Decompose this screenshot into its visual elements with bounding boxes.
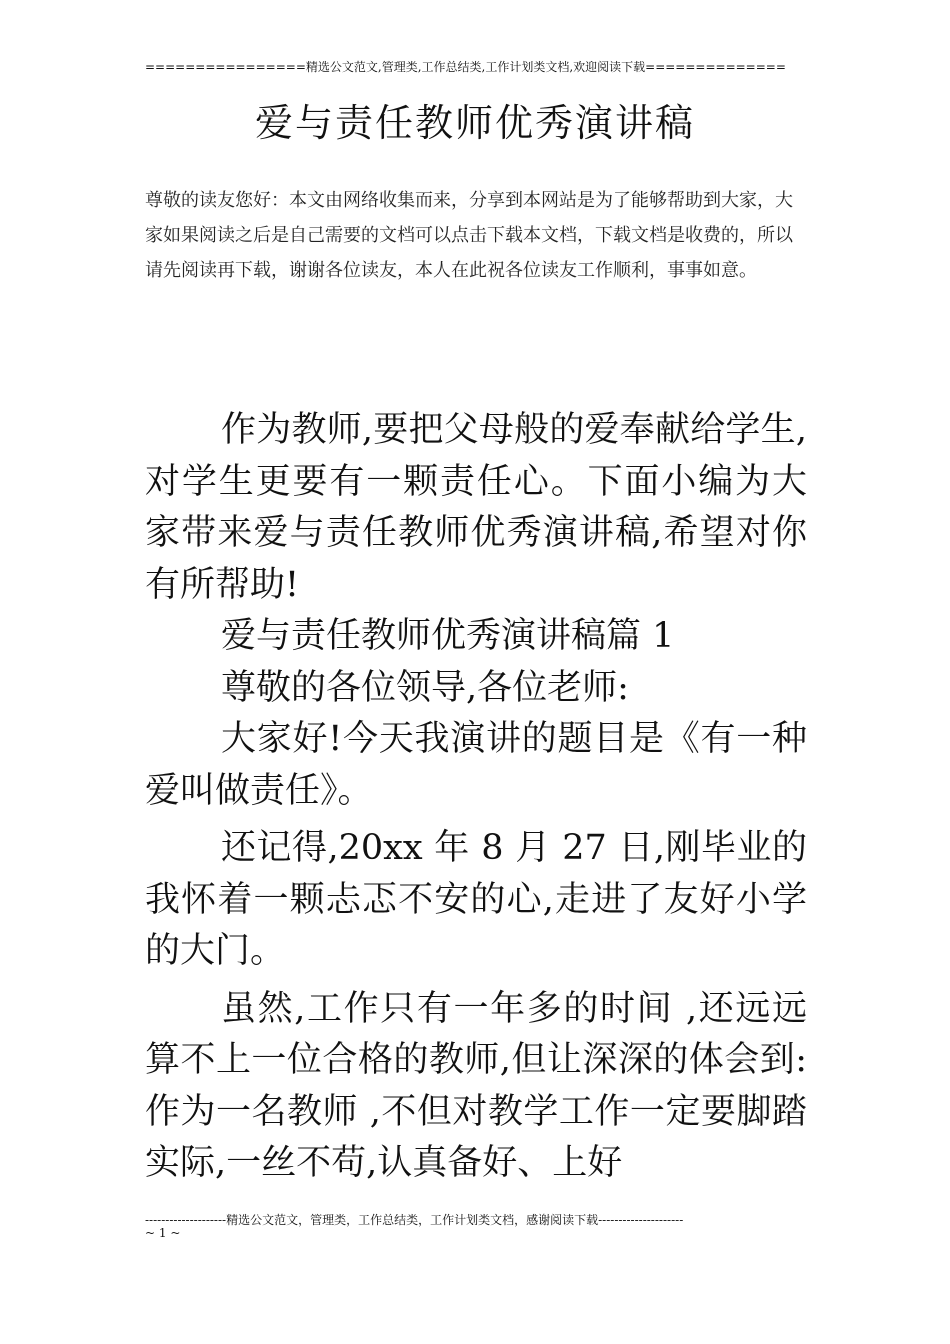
header-banner: ================精选公文范文,管理类,工作总结类,工作计划类文档,欢迎阅读下载============== xyxy=(145,60,786,74)
salutation: 尊敬的各位领导,各位老师: xyxy=(221,667,629,708)
paragraph-opening: 作为教师,要把父母般的爱奉献给学生,对学生更要有一颗责任心。下面小编为大家带来爱与责任教师优秀演讲稿,希望对你有所帮助! xyxy=(145,410,807,605)
page-number: ~ 1 ~ xyxy=(145,1226,181,1240)
footer-banner: --------------------精选公文范文，管理类，工作总结类，工作计划类文档，感谢阅读下载--------------------- xyxy=(145,1213,684,1227)
paragraph-topic: 大家好!今天我演讲的题目是《有一种爱叫做责任》。 xyxy=(145,719,807,811)
paragraph-reflection: 虽然,工作只有一年多的时间 ,还远远算不上一位合格的教师,但让深深的体会到:作为一名教师 ,不但对教学工作一定要脚踏实际,一丝不苟,认真备好、上好 xyxy=(145,988,807,1183)
paragraph-memory: 还记得,20xx 年 8 月 27 日,刚毕业的我怀着一颗忐忑不安的心,走进了友好小学的大门。 xyxy=(145,828,807,971)
section-heading: 爱与责任教师优秀演讲稿篇 1 xyxy=(221,616,675,656)
reader-notice: 尊敬的读友您好：本文由网络收集而来，分享到本网站是为了能够帮助到大家，大家如果阅读之后是自己需要的文档可以点击下载本文档，下载文档是收费的，所以请先阅读再下载，谢谢各位读友，本人在此祝各位读友工作顺利，事事如意。 xyxy=(145,190,793,281)
document-title: 爱与责任教师优秀演讲稿 xyxy=(254,101,695,145)
speech-body xyxy=(145,405,807,1190)
